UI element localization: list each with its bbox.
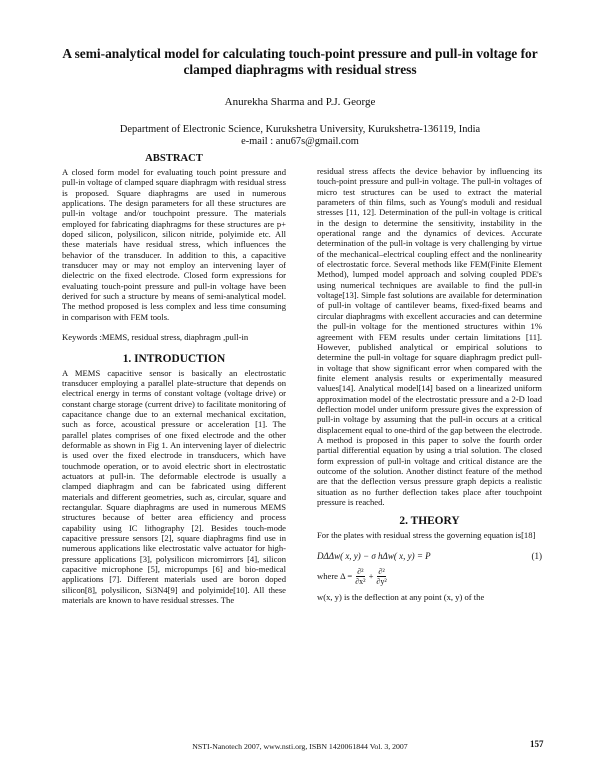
paper-title: A semi-analytical model for calculating touch-point pressure and pull-in voltage for clamped diaphragms with residual stress [62,46,538,77]
fraction-x: $\frac{\text{∂²}}{\text{∂x²}}$ [355,567,366,587]
introduction-continued: residual stress affects the device behavior by influencing its touch-point pressure and pull-in voltage. The pull-in voltages of micro test structures can be used to extract the material parameters of thin films, such as Young's moduli and residual stresses [11, 12]. Determination of the pull-in voltage is critical in the design to determine the sensitivity, instability in the operational range and the dynamics of devices. Accurate determination of the pull-in voltage is very challenging by virtue of the mechanical–electrical coupling effect and the nonlinearity of electrostatic force. Several methods like FEM(Finite Element Method), lumped model approach and solving coupled PDE's using numerical techniques are available to find the pull-in voltage[13]. Simple fast solutions are available for determination of pull-in voltage of cantilever beams, fixed-fixed beams and circular diaphragms with excellent accuracies and can determine the pull-in voltage for the mentioned structures within 1% agreement with FEM results under certain limitations [11]. However, published analytical or empirical solutions to determine the pull-in voltage for square diaphragm predict pull-in voltage that show significant error when compared with the finite element analysis results or experimentally measured values[14]. Analytical model[14] based on a linearized uniform approximation model of the electrostatic pressure and a 2-D load deflection model under uniform pressure gives the expression of pull-in voltage by assuming that the pull-in occurs at a critical displacement equal to one-third of the gap between the electrode. A method is proposed in this paper to solve the fourth order partial differential equation by using a trial solution. The closed form expression of pull-in voltage and critical distance are the outcome of the solution. Another distinct feature of the method are that the deflection versus pressure graph depicts a realistic situation as no further deflection takes place after touchpoint pressure is reached. [317,166,542,507]
left-column [62,152,286,605]
fraction-y: $\frac{\text{∂²}}{\text{∂y²}}$ [376,567,387,587]
laplacian-definition [317,567,542,586]
theory-intro: For the plates with residual stress the governing equation is[18] [317,530,536,541]
paper-authors: Anurekha Sharma and P.J. George [224,96,376,108]
theory-after-text: w(x, y) is the deflection at any point (x, y) of the [317,592,485,603]
theory-heading: 2. THEORY [399,515,460,528]
where-label: where Δ = [317,571,353,582]
introduction-heading: 1. INTRODUCTION [122,352,226,365]
right-column [317,166,542,602]
introduction-text: A MEMS capacitive sensor is basically an electrostatic transducer employing a parallel plate-structure that depends on electrical energy in terms of constant voltage (voltage drive) or constant charge storage (current drive) to facilitate monitoring of capacitance change due to an external mechanical excitation, such as force, acoustical pressure or acceleration [1]. The parallel plates comprises of one fixed electrode and the other deformable as shown in Fig 1. An intervening layer of dielectric is used over the fixed electrode in transducers, which have touchmode operation, or to avoid electric short in electrostatic actuators at pull-in. The deformable electrode is usually a clamped diaphragm and can be fabricated using different materials and different geometries, such as, circular, square and rectangular. Square diaphragms are used in numerous MEMS structures because of better area efficiency and process capability using IC lithography [2]. Besides touch-mode capacitive pressure sensors [2], square diaphragms find use in numerous applications like electrostatic valve actuator for high-pressure applications [3], polysilicon micromirrors [4], silicon capacitive microphone [5], micropumps [6] and bio-medical applications [7]. Different materials used are boron doped silicon[8], polysilicon, Si3N4[9] and polyimide[10]. All these materials are known to have residual stresses. The [62,367,286,606]
affiliation: Department of Electronic Science, Kurukshetra University, Kurukshetra-136119, India [119,124,481,135]
keywords: Keywords :MEMS, residual stress, diaphragm ,pull-in [62,332,249,343]
abstract-text: A closed form model for evaluating touch point pressure and pull-in voltage of clamped square diaphragm with residual stress is proposed. Square diaphragms are used in numerous applications. The design parameters for all these structures are pull-in voltage and/or touchpoint pressure. The materials employed for fabricating diaphragms for these structures are p+ doped silicon, polysilicon, silicon nitride, polyimide etc. All these materials have residual stress, which influences the behavior of the transducer. In addition to this, a capacitive transducer may or may not employ an intervening layer of dielectric on the fixed electrode. Closed form expressions for evaluating touch-point pressure and pull-in voltage have been derived for such a structure by means of semi-analytical model. The method proposed is less complex and less time consuming in comparison with FEM tools. [62,167,286,322]
page-number: 157 [530,739,544,749]
affiliation-block [0,124,600,147]
email: e-mail : anu67s@gmail.com [241,135,359,147]
equation-text: DΔΔw( x, y) − σ hΔw( x, y) = P [317,550,431,561]
footer-citation: NSTI-Nanotech 2007, www.nsti.org, ISBN 1420061844 Vol. 3, 2007 [192,742,408,751]
governing-equation [317,551,542,561]
abstract-heading: ABSTRACT [145,153,203,164]
plus-sign: + [368,571,374,582]
equation-number: (1) [531,550,542,561]
